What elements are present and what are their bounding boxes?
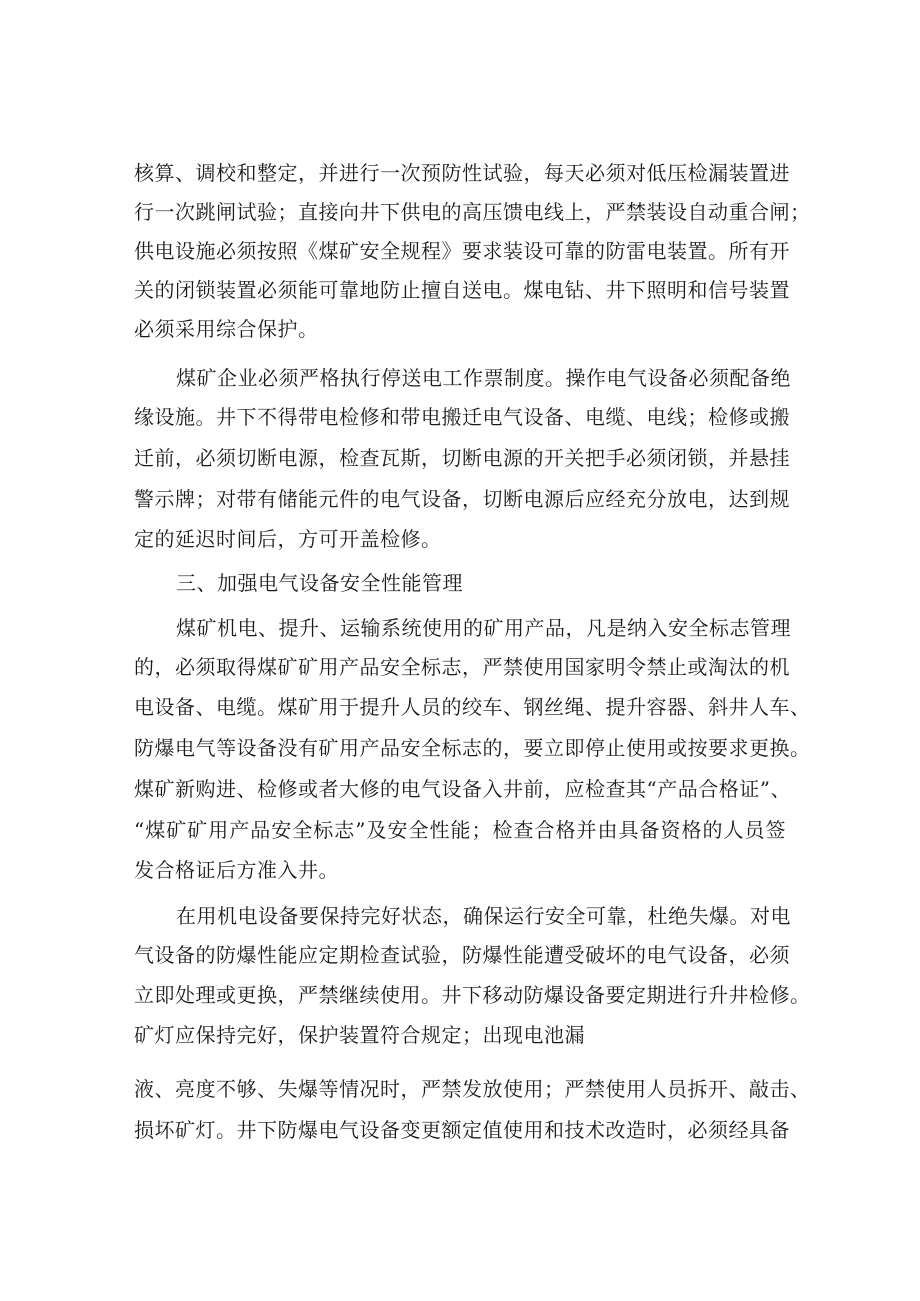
text-line: 关的闭锁装置必须能可靠地防止擅自送电。煤电钻、井下照明和信号装置 — [134, 278, 790, 302]
text-line: 立即处理或更换，严禁继续使用。井下移动防爆设备要定期进行升井检修。 — [134, 983, 811, 1007]
text-line: 核算、调校和整定，并进行一次预防性试验，每天必须对低压检漏装置进 — [134, 161, 790, 185]
text-line: 液、亮度不够、失爆等情况时，严禁发放使用；严禁使用人员拆开、敲击、 — [134, 1077, 811, 1101]
paragraph-first-line: 在用机电设备要保持完好状态，确保运行安全可靠，杜绝失爆。对电 — [176, 904, 791, 928]
text-line: 缘设施。井下不得带电检修和带电搬迁电气设备、电缆、电线；检修或搬 — [134, 405, 790, 429]
text-line: 迁前，必须切断电源，检查瓦斯，切断电源的开关把手必须闭锁，并悬挂 — [134, 446, 790, 470]
text-line: 气设备的防爆性能应定期检查试验，防爆性能遭受破坏的电气设备，必须 — [134, 943, 790, 967]
text-line: 的，必须取得煤矿矿用产品安全标志，严禁使用国家明令禁止或淘汰的机 — [134, 655, 790, 679]
text-line: 发合格证后方准入井。 — [134, 858, 339, 882]
section-heading: 三、加强电气设备安全性能管理 — [176, 571, 463, 595]
text-line: 行一次跳闸试验；直接向井下供电的高压馈电线上，严禁装设自动重合闸； — [134, 200, 811, 224]
text-line: 矿灯应保持完好，保护装置符合规定；出现电池漏 — [134, 1023, 585, 1047]
text-line: 防爆电气等设备没有矿用产品安全标志的，要立即停止使用或按要求更换。 — [134, 736, 811, 760]
text-line: 供电设施必须按照《煤矿安全规程》要求装设可靠的防雷电装置。所有开 — [134, 239, 790, 263]
text-line: 警示牌；对带有储能元件的电气设备，切断电源后应经充分放电，达到规 — [134, 487, 790, 511]
text-line: “煤矿矿用产品安全标志”及安全性能；检查合格并由具备资格的人员签 — [134, 818, 786, 842]
text-line: 煤矿新购进、检修或者大修的电气设备入井前，应检查其“产品合格证”、 — [134, 777, 791, 801]
text-line: 电设备、电缆。煤矿用于提升人员的绞车、钢丝绳、提升容器、斜井人车、 — [134, 695, 811, 719]
text-line: 损坏矿灯。井下防爆电气设备变更额定值使用和技术改造时，必须经具备 — [134, 1118, 790, 1142]
text-line: 定的延迟时间后，方可开盖检修。 — [134, 527, 442, 551]
text-line: 必须采用综合保护。 — [134, 317, 319, 341]
paragraph-first-line: 煤矿企业必须严格执行停送电工作票制度。操作电气设备必须配备绝 — [176, 366, 791, 390]
paragraph-first-line: 煤矿机电、提升、运输系统使用的矿用产品，凡是纳入安全标志管理 — [176, 616, 791, 640]
